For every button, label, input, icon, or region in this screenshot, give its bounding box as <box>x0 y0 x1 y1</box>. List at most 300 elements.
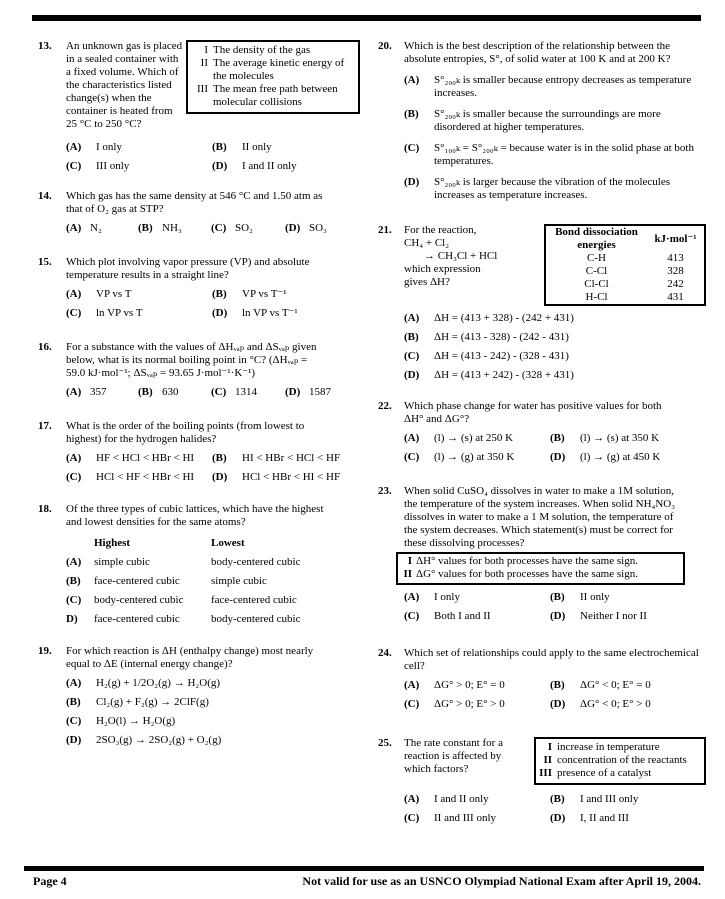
option-label: (A) <box>66 677 82 689</box>
option-label: (B) <box>212 141 227 153</box>
option-text: ln VP vs T⁻¹ <box>242 307 298 319</box>
lowest-cell: simple cubic <box>211 575 267 587</box>
option-row <box>66 222 360 235</box>
bond-cell: H-Cl <box>585 291 608 303</box>
question-18 <box>38 503 360 626</box>
question-body <box>66 256 360 320</box>
option-row <box>66 386 360 399</box>
question-13-split <box>66 40 360 131</box>
roman-text: increase in temperature <box>557 741 660 753</box>
options <box>66 222 360 235</box>
option-text: ln VP vs T <box>96 307 143 319</box>
option-label: (B) <box>212 452 227 464</box>
roman-text: The density of the gas <box>213 44 311 56</box>
option-text: S°₂₀₀ₖ is smaller because the surroundings are more disordered at higher temperatures. <box>434 108 661 133</box>
option-text: Cl₂(g) + F₂(g) → 2ClF(g) <box>96 696 209 708</box>
statement-item <box>400 555 679 568</box>
option-c <box>66 160 212 173</box>
table-row <box>545 278 705 291</box>
option-d <box>66 734 360 747</box>
roman-list-box <box>534 737 706 785</box>
option-label: (A) <box>66 556 82 568</box>
option-b <box>212 288 287 301</box>
question-13 <box>38 40 360 173</box>
option-text: (l) → (g) at 350 K <box>434 451 515 463</box>
option-label: (B) <box>404 331 419 343</box>
option-c <box>404 350 706 363</box>
option-label: (B) <box>404 108 419 120</box>
option-a <box>66 452 212 465</box>
option-b <box>66 575 360 588</box>
statement-text: ΔG° values for both processes have the same sign. <box>416 568 638 580</box>
option-b <box>66 696 360 709</box>
value-cell: 431 <box>667 291 684 303</box>
options <box>404 74 706 202</box>
question-line: For the reaction, <box>404 224 477 236</box>
option-table-header <box>66 537 360 550</box>
option-d <box>285 386 331 399</box>
option-row <box>404 591 706 604</box>
option-label: (C) <box>404 812 420 824</box>
option-d <box>66 613 360 626</box>
option-d <box>550 812 629 825</box>
option-text: I only <box>96 141 122 153</box>
option-d <box>404 176 706 202</box>
question-body <box>404 40 706 202</box>
question-25-split <box>404 737 706 785</box>
option-text: I and III only <box>580 793 639 805</box>
question-body <box>66 341 360 399</box>
option-label: (A) <box>66 141 82 153</box>
option-row <box>404 451 706 464</box>
option-text: S°₂₀₀ₖ is smaller because entropy decreases as temperature increases. <box>434 74 692 99</box>
highest-header: Highest <box>94 537 131 549</box>
option-label: (A) <box>66 222 82 234</box>
roman-item <box>190 44 355 57</box>
page-number: Page 4 <box>33 874 67 888</box>
option-d <box>550 451 660 464</box>
option-text: I only <box>434 591 460 603</box>
question-number: 24. <box>378 647 392 659</box>
footer <box>33 874 701 888</box>
roman-numeral: I <box>204 44 208 56</box>
option-label: (D) <box>550 451 566 463</box>
option-a <box>404 312 706 325</box>
table-row <box>545 291 705 305</box>
question-text: For which reaction is ΔH (enthalpy change) most nearly equal to ΔE (internal energy change)? <box>66 645 314 670</box>
option-text: 1587 <box>309 386 331 398</box>
option-label: (D) <box>550 610 566 622</box>
question-number: 15. <box>38 256 52 268</box>
option-d <box>212 160 297 173</box>
option-c <box>211 222 285 235</box>
question-number: 17. <box>38 420 52 432</box>
question-21-split <box>404 224 706 306</box>
roman-item <box>190 83 355 109</box>
question-body <box>66 420 360 484</box>
option-text: (l) → (g) at 450 K <box>580 451 661 463</box>
reaction-line: → CH₃Cl + HCl <box>424 250 498 262</box>
option-label: (A) <box>404 793 420 805</box>
option-text: NH₃ <box>162 222 182 234</box>
option-text: ΔH = (413 - 242) - (328 - 431) <box>434 350 569 362</box>
table-row <box>545 252 705 265</box>
option-c <box>66 715 360 728</box>
option-text: N₂ <box>90 222 102 234</box>
question-text: Which plot involving vapor pressure (VP) and absolute temperature results in a straight line? <box>66 256 310 281</box>
option-d <box>550 698 651 711</box>
question-24 <box>378 647 706 711</box>
option-text: 357 <box>90 386 107 398</box>
question-text: For a substance with the values of ΔHᵥₐₚ and ΔSᵥₐₚ given below, what is its normal boiling point in °C? (ΔHᵥₐₚ = 59.0 kJ·mol⁻¹; ΔSᵥₐₚ = 93.65 J·mol⁻¹·K⁻¹) <box>66 341 317 379</box>
roman-numeral: II <box>403 568 412 580</box>
highest-cell: face-centered cubic <box>94 575 180 587</box>
option-text: 630 <box>162 386 179 398</box>
right-column <box>378 40 706 825</box>
question-21 <box>378 224 706 382</box>
value-cell: 242 <box>667 278 684 290</box>
option-label: D) <box>66 613 78 625</box>
option-label: (A) <box>66 452 82 464</box>
options <box>66 141 360 173</box>
bond-cell: Cl-Cl <box>584 278 609 290</box>
option-text: H₂O(l) → H₂O(g) <box>96 715 176 727</box>
option-row <box>404 812 706 825</box>
roman-item <box>190 57 355 83</box>
option-label: (A) <box>404 432 420 444</box>
option-label: (C) <box>66 594 82 606</box>
roman-text: The mean free path between molecular collisions <box>213 83 338 108</box>
option-text: Both I and II <box>434 610 491 622</box>
roman-item <box>538 754 701 767</box>
option-text: HCl < HBr < HI < HF <box>242 471 341 483</box>
top-rule <box>32 15 701 21</box>
option-a <box>66 677 360 690</box>
bond-cell: C-Cl <box>585 265 608 277</box>
question-line: gives ΔH? <box>404 276 450 288</box>
option-text: SO₂ <box>235 222 253 234</box>
option-text: HCl < HF < HBr < HI <box>96 471 195 483</box>
option-text: S°₂₀₀ₖ is larger because the vibration of the molecules increases as temperature increases. <box>434 176 670 201</box>
options <box>66 386 360 399</box>
option-label: (C) <box>66 715 82 727</box>
options <box>404 432 706 464</box>
option-text: S°₁₀₀ₖ = S°₂₀₀ₖ = because water is in the solid phase at both temperatures. <box>434 142 694 167</box>
option-text: 1314 <box>235 386 257 398</box>
option-text: (l) → (s) at 250 K <box>434 432 514 444</box>
question-19 <box>38 645 360 747</box>
option-c <box>404 812 550 825</box>
option-label: (C) <box>404 451 420 463</box>
bond-energy-table <box>544 224 706 306</box>
option-label: (B) <box>550 793 565 805</box>
option-d <box>212 471 340 484</box>
question-text: The rate constant for a reaction is affected by which factors? <box>404 737 503 775</box>
option-label: (D) <box>550 698 566 710</box>
question-number: 20. <box>378 40 392 52</box>
option-text: HF < HCl < HBr < HI <box>96 452 195 464</box>
option-label: (D) <box>550 812 566 824</box>
option-c <box>211 386 285 399</box>
option-a <box>404 591 550 604</box>
option-text: HI < HBr < HCl < HF <box>242 452 341 464</box>
option-row <box>404 679 706 692</box>
question-number: 21. <box>378 224 392 236</box>
option-label: (A) <box>404 591 420 603</box>
question-text: When solid CuSO₄ dissolves in water to make a 1M solution, the temperature of the system increases. When solid NH₄NO₃ dissolves in water to make a 1 M solution, the temperature of the system decreases. Which statement(s) must be correct for these dissolving processes? <box>404 485 676 549</box>
question-body <box>404 400 706 464</box>
option-b <box>550 591 610 604</box>
option-label: (D) <box>404 176 420 188</box>
statement-text: ΔH° values for both processes have the same sign. <box>416 555 638 567</box>
option-text: H₂(g) + 1/2O₂(g) → H₂O(g) <box>96 677 221 689</box>
option-row <box>66 141 360 154</box>
option-row <box>66 160 360 173</box>
option-label: (C) <box>404 350 420 362</box>
option-b <box>550 679 651 692</box>
option-a <box>404 432 550 445</box>
question-number: 25. <box>378 737 392 749</box>
option-c <box>66 471 212 484</box>
option-row <box>66 471 360 484</box>
option-label: (A) <box>404 312 420 324</box>
statement-item <box>400 568 679 581</box>
options <box>404 679 706 711</box>
question-text: Which set of relationships could apply to the same electrochemical cell? <box>404 647 699 672</box>
question-number: 22. <box>378 400 392 412</box>
option-b <box>404 108 706 134</box>
option-b <box>550 793 638 806</box>
option-d <box>404 369 706 382</box>
option-b <box>138 386 211 399</box>
option-b <box>212 452 340 465</box>
option-text: III only <box>96 160 130 172</box>
question-16 <box>38 341 360 399</box>
question-text: What is the order of the boiling points (from lowest to highest) for the hydrogen halides? <box>66 420 305 445</box>
roman-text: presence of a catalyst <box>557 767 652 779</box>
option-text: Neither I nor II <box>580 610 647 622</box>
options <box>404 312 706 382</box>
option-label: (B) <box>66 575 81 587</box>
question-25 <box>378 737 706 825</box>
question-number: 16. <box>38 341 52 353</box>
roman-text: concentration of the reactants <box>557 754 687 766</box>
option-text: II only <box>580 591 610 603</box>
option-label: (A) <box>404 74 420 86</box>
question-text: Which is the best description of the relationship between the absolute entropies, S°, of solid water at 100 K and at 200 K? <box>404 40 671 65</box>
option-text: II and III only <box>434 812 497 824</box>
validity-notice: Not valid for use as an USNCO Olympiad National Exam after April 19, 2004. <box>302 874 701 888</box>
question-text: Which phase change for water has positive values for both ΔH° and ΔG°? <box>404 400 662 425</box>
option-a <box>66 386 138 399</box>
option-row <box>404 610 706 623</box>
option-label: (D) <box>285 222 301 234</box>
question-17 <box>38 420 360 484</box>
question-body <box>66 645 360 747</box>
highest-cell: face-centered cubic <box>94 613 180 625</box>
option-label: (D) <box>285 386 301 398</box>
question-body <box>404 485 706 623</box>
question-number: 13. <box>38 40 52 52</box>
left-column <box>38 40 360 747</box>
roman-list-box <box>186 40 360 114</box>
question-number: 14. <box>38 190 52 202</box>
lowest-cell: face-centered cubic <box>211 594 297 606</box>
option-label: (D) <box>212 471 228 483</box>
roman-numeral: III <box>197 83 208 95</box>
option-row <box>404 793 706 806</box>
question-number: 18. <box>38 503 52 515</box>
option-text: ΔH = (413 + 328) - (242 + 431) <box>434 312 574 324</box>
option-text: 2SO₃(g) → 2SO₂(g) + O₂(g) <box>96 734 222 746</box>
option-text: ΔG° > 0; E° > 0 <box>434 698 505 710</box>
option-text: ΔG° < 0; E° > 0 <box>580 698 651 710</box>
highest-cell: body-centered cubic <box>94 594 184 606</box>
option-d <box>285 222 327 235</box>
option-text: ΔH = (413 + 242) - (328 + 431) <box>434 369 574 381</box>
highest-cell: simple cubic <box>94 556 150 568</box>
option-label: (B) <box>550 591 565 603</box>
question-20 <box>378 40 706 202</box>
option-label: (B) <box>138 386 153 398</box>
value-cell: 328 <box>667 265 684 277</box>
question-22 <box>378 400 706 464</box>
option-text: I and II only <box>434 793 489 805</box>
option-text: ΔG° < 0; E° = 0 <box>580 679 651 691</box>
option-label: (B) <box>66 696 81 708</box>
footer-rule <box>24 866 704 871</box>
reaction-line: CH₄ + Cl₂ <box>404 237 450 249</box>
option-label: (C) <box>66 307 82 319</box>
roman-text: The average kinetic energy of the molecules <box>213 57 345 82</box>
option-b <box>404 331 706 344</box>
option-label: (A) <box>404 679 420 691</box>
options <box>66 452 360 484</box>
statement-box <box>396 552 685 585</box>
option-text: ΔH = (413 - 328) - (242 - 431) <box>434 331 569 343</box>
option-label: (C) <box>404 698 420 710</box>
option-label: (B) <box>550 432 565 444</box>
options <box>404 591 706 623</box>
question-text: Which gas has the same density at 546 °C and 1.50 atm as that of O₂ gas at STP? <box>66 190 323 215</box>
option-text: SO₃ <box>309 222 327 234</box>
options <box>66 677 360 747</box>
roman-item <box>538 741 701 754</box>
roman-numeral: I <box>547 741 552 753</box>
option-text: VP vs T⁻¹ <box>242 288 287 300</box>
option-row <box>404 432 706 445</box>
option-label: (D) <box>212 160 228 172</box>
option-label: (A) <box>66 288 82 300</box>
option-label: (D) <box>404 369 420 381</box>
option-text: VP vs T <box>96 288 132 300</box>
option-label: (D) <box>212 307 228 319</box>
option-row <box>404 698 706 711</box>
option-label: (D) <box>66 734 82 746</box>
table-row <box>545 265 705 278</box>
question-body <box>404 647 706 711</box>
option-a <box>66 556 360 569</box>
question-body <box>66 190 360 235</box>
option-a <box>404 793 550 806</box>
option-d <box>550 610 647 623</box>
option-b <box>550 432 659 445</box>
roman-numeral: II <box>200 57 208 69</box>
question-body <box>404 224 706 382</box>
option-b <box>212 141 272 154</box>
roman-numeral: III <box>539 767 552 779</box>
option-c <box>404 451 550 464</box>
roman-numeral: II <box>543 754 552 766</box>
question-line: which expression <box>404 263 481 275</box>
option-c <box>404 610 550 623</box>
option-label: (A) <box>66 386 82 398</box>
question-number: 19. <box>38 645 52 657</box>
option-label: (B) <box>212 288 227 300</box>
option-c <box>66 307 212 320</box>
table-header-row <box>545 225 705 252</box>
table-header-bonds: Bond dissociation energies <box>555 226 638 251</box>
lowest-cell: body-centered cubic <box>211 613 301 625</box>
option-c <box>404 142 706 168</box>
lowest-header: Lowest <box>211 537 245 549</box>
option-label: (B) <box>138 222 153 234</box>
option-text: I and II only <box>242 160 297 172</box>
options <box>66 288 360 320</box>
roman-numeral: I <box>407 555 412 567</box>
option-a <box>404 679 550 692</box>
option-label: (B) <box>550 679 565 691</box>
question-text: An unknown gas is placed in a sealed container with a fixed volume. Which of the characteristics listed change(s) when the container is heated from 25 °C to 250 °C? <box>66 40 183 130</box>
option-text: (l) → (s) at 350 K <box>580 432 660 444</box>
option-row <box>66 307 360 320</box>
option-row <box>66 288 360 301</box>
question-23 <box>378 485 706 623</box>
option-label: (C) <box>66 160 82 172</box>
option-label: (C) <box>211 386 227 398</box>
question-number: 23. <box>378 485 392 497</box>
option-a <box>66 222 138 235</box>
value-cell: 413 <box>667 252 684 264</box>
question-body <box>66 40 360 173</box>
option-text: I, II and III <box>580 812 629 824</box>
option-text: II only <box>242 141 272 153</box>
roman-item <box>538 767 701 780</box>
option-a <box>66 288 212 301</box>
question-14 <box>38 190 360 235</box>
question-body <box>404 737 706 825</box>
option-label: (C) <box>211 222 227 234</box>
option-b <box>138 222 211 235</box>
option-label: (C) <box>404 610 420 622</box>
table-header-units: kJ·mol⁻¹ <box>654 232 697 245</box>
option-text: ΔG° > 0; E° = 0 <box>434 679 505 691</box>
option-d <box>212 307 298 320</box>
question-text: Of the three types of cubic lattices, which have the highest and lowest densities for the same atoms? <box>66 503 324 528</box>
bond-cell: C-H <box>587 252 606 264</box>
option-a <box>404 74 706 100</box>
option-label: (C) <box>404 142 420 154</box>
option-c <box>404 698 550 711</box>
options <box>404 793 706 825</box>
option-row <box>66 452 360 465</box>
question-text <box>404 224 524 289</box>
option-a <box>66 141 212 154</box>
question-15 <box>38 256 360 320</box>
question-body <box>66 503 360 626</box>
lowest-cell: body-centered cubic <box>211 556 301 568</box>
option-c <box>66 594 360 607</box>
